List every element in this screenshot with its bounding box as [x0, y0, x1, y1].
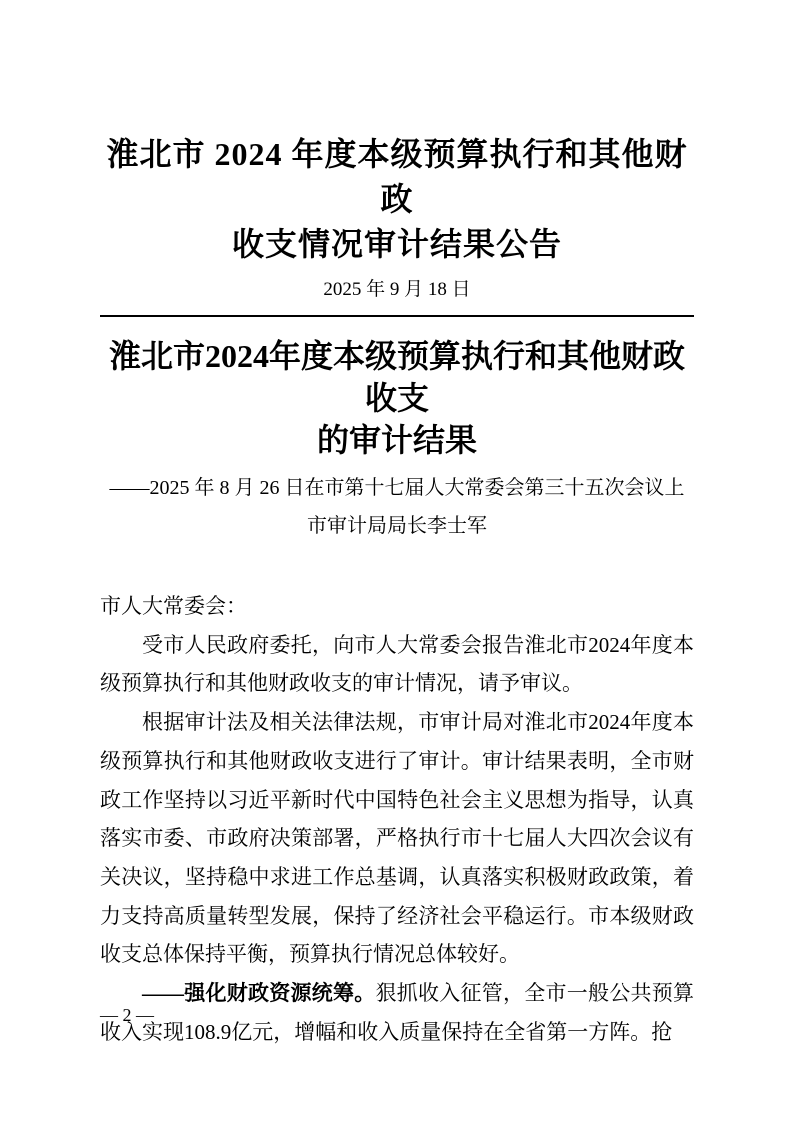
report-subtitle: ——2025 年 8 月 26 日在市第十七届人大常委会第三十五次会议上 — [109, 477, 685, 499]
report-title-line2: 的审计结果 — [316, 422, 477, 458]
announcement-date: 2025 年 9 月 18 日 — [323, 279, 471, 300]
salutation: 市人大常委会： — [100, 594, 247, 618]
paragraph-1: 受市人民政府委托，向市人大常委会报告淮北市2024年度本级预算执行和其他财政收支的审计情况，请予审议。 — [100, 632, 694, 696]
page-number: — 2 — — [100, 1005, 154, 1025]
paragraph-3-lead: ——强化财政资源统筹。 — [142, 981, 376, 1006]
paragraph-3-text: 狠抓收入征管，全市一般公共预算收入实现108.9亿元，增幅和收入质量保持在全省第一方阵。抢 — [100, 981, 694, 1044]
report-body — [100, 587, 694, 1051]
paragraph-3 — [100, 974, 694, 1051]
report-title-line1: 淮北市2024年度本级预算执行和其他财政收支 — [108, 338, 685, 416]
report-title — [100, 335, 694, 461]
announcement-title-line2: 收支情况审计结果公告 — [231, 226, 562, 262]
report-section — [100, 335, 694, 545]
announcement-title — [100, 132, 694, 267]
divider-line — [100, 315, 694, 317]
announcement-title-line1: 淮北市 2024 年度本级预算执行和其他财政 — [106, 136, 688, 217]
announcement-header — [100, 132, 694, 303]
paragraph-2: 根据审计法及相关法律法规，市审计局对淮北市2024年度本级预算执行和其他财政收支进行了审计。审计结果表明，全市财政工作坚持以习近平新时代中国特色社会主义思想为指导，认真落实市委、市政府决策部署，严格执行市十七届人大四次会议有关决议，坚持稳中求进工作总基调，认真落实积极财政政策，着力支持高质量转型发展，保持了经济社会平稳运行。市本级财政收支总体保持平衡，预算执行情况总体较好。 — [100, 710, 694, 967]
report-presenter: 市审计局局长李士军 — [307, 515, 487, 537]
